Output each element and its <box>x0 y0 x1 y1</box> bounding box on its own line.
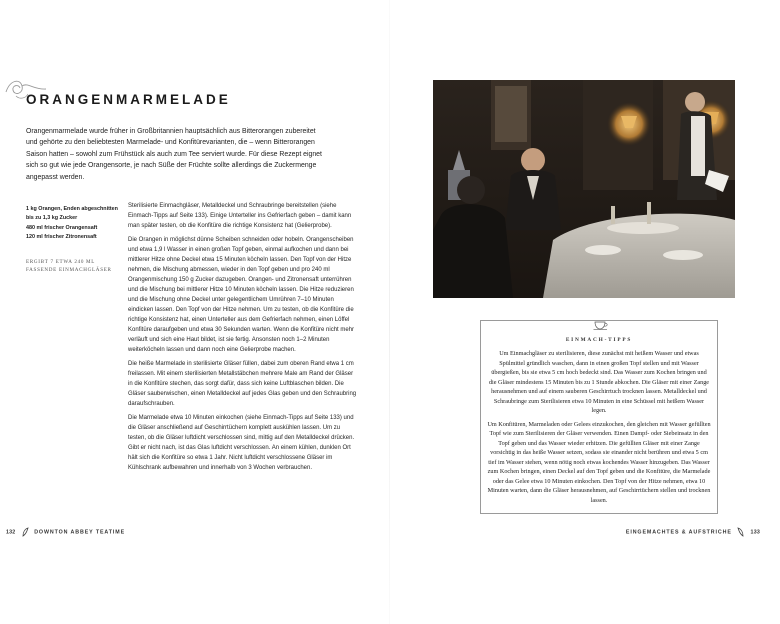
leaf-divider-icon <box>21 527 29 537</box>
ingredient-list <box>26 205 124 243</box>
tips-paragraph: Um Einmachgläser zu sterilisieren, diese zunächst mit heißem Wasser und etwas Spülmittel gründlich waschen, dann in einen großen Topf stellen und mit Wasser übergießen, bis sie etwa 5 cm hoch bedeckt sind. Das Wasser zum Kochen bringen und die Gläser mindestens 15 Minuten bis zu 1 Stunde abkochen. Die Gläser mit einer Zange herausnehmen und auf einem sauberen Geschirrtuch trocknen lassen. Metalldeckel und Schraubringe zum Sterilisieren etwa 10 Minuten in eine Schüssel mit heißem Wasser legen. <box>488 350 710 414</box>
page-number: 133 <box>750 529 760 536</box>
recipe-title: ORANGENMARMELADE <box>26 92 231 107</box>
page-number: 132 <box>6 529 16 536</box>
ingredient-item: 1 kg Orangen, Enden abgeschnitten <box>26 206 118 212</box>
canning-tips-box <box>480 320 718 514</box>
ingredient-item: 120 ml frischer Zitronensaft <box>26 234 97 241</box>
recipe-steps <box>128 201 358 477</box>
running-head: EINGEMACHTES & AUFSTRICHE <box>625 529 732 536</box>
tips-paragraph: Um Konfitüren, Marmeladen oder Gelees einzukochen, den gleichen mit Wasser gefüllten Topf wie zum Sterilisieren der Gläser verwenden. Einen Dampf- oder Siebeinsatz in den Topf geben und das Wasser wieder erhitzen. Die gefüllten Gläser mit einer Zange vorsichtig in das heiße Wasser setzen, sodass sie einander nicht berühren und etwa 5 cm tief im Wasser stehen, wenn nötig noch etwas kochendes Wasser hinzugeben. Das Wasser zum Kochen bringen, einen Deckel auf den Topf geben und die Konfitüre, die Marmelade oder das Gelee etwa 10 Minuten einkochen. Den Topf von der Hitze nehmen, etwa 10 Minuten warten, dann die Gläser herausnehmen, auf Geschirrtüchern stellen und trocknen lassen. <box>487 420 711 504</box>
leaf-divider-icon <box>737 527 745 537</box>
dining-room-photo <box>433 80 735 298</box>
recipe-step: Sterilisierte Einmachgläser, Metalldeckel und Schraubringe bereitstellen (siehe Einmach-Tipps auf Seite 133). Einige Unterteller ins Gefrierfach geben – damit kann man später testen, ob die Konfitüre die richtige Konsistenz hat (Gelierprobe). <box>128 203 352 229</box>
recipe-intro: Orangenmarmelade wurde früher in Großbritannien hauptsächlich aus Bitterorangen zubereitet und gehörte zu den beliebtesten Marmelade- und Konfitürevarianten, die – wenn Bitterorangen Saison hatten – sowohl zum Frühstück als auch zum Tee serviert wurde. Für diese Rezept eignet sich so gut wie jede Orangensorte, je nach Süße der Früchte sollte allerdings die Zuckermenge angepasst werden. <box>26 128 322 181</box>
recipe-yield: ERGIBT 7 ETWA 240 ML FASSENDE EINMACHGLÄSER <box>26 259 112 273</box>
recipe-step: Die Orangen in möglichst dünne Scheiben schneiden oder hobeln. Orangenscheiben und etwa 1,9 l Wasser in einen großen Topf geben, einmal aufkochen und dann bei mittlerer Hitze ohne Deckel etwa 15 Minuten köcheln lassen. Den Topf von der Hitze nehmen, die Mischung abmessen, wieder in den Topf geben und pro 240 ml Orangenmischung 150 g Zucker dazugeben. Orangen- und Zitronensaft unterrühren und die Mischung bei mittlerer Hitze 10 Minuten köcheln lassen. Die Hitze reduzieren und die Mischung ohne Deckel unter gelegentlichem Umrühren 7–10 Minuten eindicken lassen. Den Topf von der Hitze nehmen. Um zu testen, ob die Konfitüre die richtige Konsistenz hat, einen Unterteller aus dem Gefrierfach nehmen, einen Löffel Konfitüre daraufgeben und etwa 30 Sekunden warten. Wenn die Konfitüre nicht mehr verläuft und sich eine Haut bildet, ist sie fertig. Ansonsten noch 1–2 Minuten weiterköcheln lassen und dann noch eine Gelierprobe machen. <box>128 237 355 353</box>
recipe-step: Die heiße Marmelade in sterilisierte Gläser füllen, dabei zum oberen Rand etwa 1 cm freilassen. Mit einem sterilisierten Metallstäbchen mehrere Male am Rand der Gläser in die Konfitüre stechen, das sorgt dafür, dass sich keine Luftblaschen bilden. Die Gläser sauberwischen, einen Metalldeckel auf jedes Glas geben und den Schraubring daraufschrauben. <box>128 361 357 407</box>
page-footer-right <box>626 527 760 537</box>
teacup-icon <box>593 321 609 330</box>
ingredient-item: 480 ml frischer Orangensaft <box>26 224 98 231</box>
ingredient-item: bis zu 1,3 kg Zucker <box>26 215 78 222</box>
recipe-step: Die Marmelade etwa 10 Minuten einkochen (siehe Einmach-Tipps auf Seite 133) und die Gläser anschließend auf Geschirrtüchern komplett auskühlen lassen. Um zu testen, ob die Gläser luftdicht verschlossen sind, mittig auf den Metalldeckel drücken. Gibt er nicht nach, ist das Glas luftdicht verschlossen. An einem kühlen, dunklen Ort hält sich die Konfitüre so etwa 1 Jahr. Nicht luftdicht verschlossene Gläser im Kühlschrank aufbewahren und innerhalb von 3 Wochen verbrauchen. <box>128 415 355 471</box>
running-head: DOWNTON ABBEY TEATIME <box>34 529 126 536</box>
page-footer-left <box>6 527 125 537</box>
tips-title: EINMACH-TIPPS <box>565 337 633 343</box>
right-page <box>390 0 780 624</box>
